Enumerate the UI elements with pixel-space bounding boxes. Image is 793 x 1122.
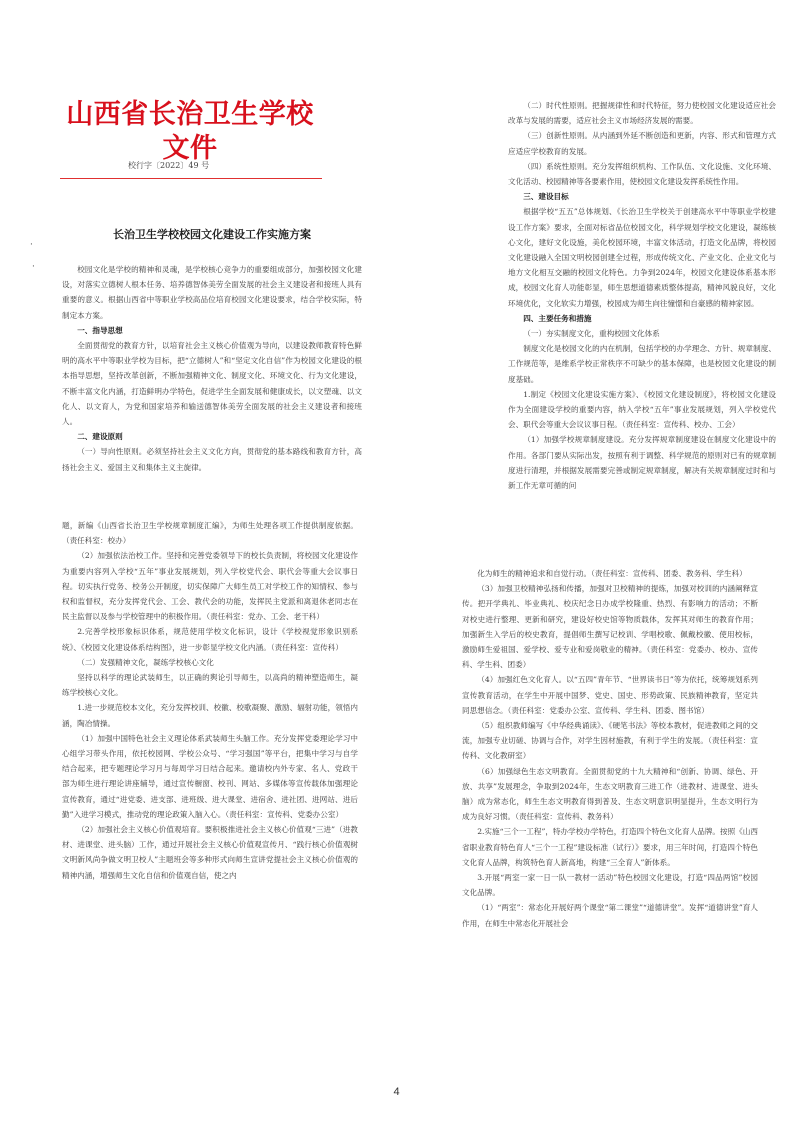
paragraph: （一）夯实制度文化，重构校园文化体系 <box>523 329 660 339</box>
document-title: 长治卫生学校校园文化建设工作实施方案 <box>113 228 311 241</box>
paragraph: （1）加强中国特色社会主义理论体系武装师生头脑工作。充分发挥党委理论学习中心组学习带头作用，依托校园网、学校公众号、“学习强国”等平台，把集中学习与自学结合起来，把专题理论学习月与每周学习日结合起来。邀请校内外专家、名人、党政干部为师生进行理论讲座辅导，通过宣传橱窗、校刊、网站、多媒体等宣传载体加强理论宣传教育，通过“进党委、进支部、进班级、进大课堂、进宿舍、进社团、进网站、进后勤”入进学习模式，推动党的理论政策入脑入心。（责任科室：宣传科、党委办公室） <box>62 733 358 819</box>
paragraph: （三）创新性原则。从内涵到外延不断创造和更新，内容、形式和管理方式应适应学校教育的发展。 <box>508 131 776 156</box>
text-column-bottom-right <box>462 566 758 931</box>
paragraph: （二）时代性原则。把握规律性和时代特征，努力使校园文化建设适应社会改革与发展的需要，适应社会主义市场经济发展的需要。 <box>508 101 776 126</box>
text-column-bottom-left <box>62 518 358 883</box>
paragraph: 校园文化是学校的精神和灵魂，是学校核心竞争力的重要组成部分，加强校园文化建设，对落实立德树人根本任务、培养德智体美劳全面发展的社会主义建设者和接班人具有重要的意义。根据山西省中等职业学校高品位培育校园文化建设要求，结合学校实际，特制定本方案。 <box>62 265 362 320</box>
paragraph: 1.进一步规范校本文化，充分发挥校训、校徽、校歌凝聚、激励、辐射功能，领悟内涵，陶冶情操。 <box>62 703 358 728</box>
text-column-top-left <box>62 262 362 475</box>
paragraph: （5）组织教师编写《中华经典诵读》、《硬笔书法》等校本教材，促进教师之间的交流，加强专业切磋、协调与合作，对学生因材施教，有利于学生的发展。（责任科室：宣传科、文化教研室） <box>462 721 758 761</box>
scan-mark: · <box>30 240 33 250</box>
text-column-top-right <box>508 98 776 493</box>
section-heading: 四、主要任务和措施 <box>523 313 592 323</box>
page-number: 4 <box>393 1086 400 1098</box>
paragraph: 化为师生的精神追求和自觉行动。（责任科室：宣传科、团委、教务科、学生科） <box>477 569 747 578</box>
paragraph: （1）加强学校规章制度建设。充分发挥规章制度建设在制度文化建设中的作用。各部门要从实际出发，按照有利于调整、科学规范的原则对已有的规章制度进行清理，并根据发展需要完善或制定规章制度，解决有关规章制度过时和与新工作无章可循的问 <box>508 435 776 491</box>
paragraph: 2.完善学校形象标识体系，规范使用学校文化标识，设计《学校视觉形象识别系统》、《校园文化建设体系结构图》，进一步彰显学校文化内涵。（责任科室：宣传科） <box>62 627 358 652</box>
paragraph: 3.开展“两室一家一日一队一教材一活动”特色校园文化建设，打造“四品两馆”校园文化品牌。 <box>462 873 758 898</box>
paragraph: 全面贯彻党的教育方针，以培育社会主义核心价值观为导向，以建设教师教育特色鲜明的高水平中等职业学校为目标，把“立德树人”和“坚定文化自信”作为校园文化建设的根本指导思想，坚持改革创新，不断加强精神文化、制度文化、环境文化、行为文化建设，不断丰富文化内涵，打造鲜明办学特色，促进学生全面发展和健康成长，以文塑魂、以文化人、以文育人，为党和国家培养和输送德智体美劳全面发展的社会主义建设者和接班人。 <box>62 341 362 427</box>
scan-mark: · <box>32 262 35 272</box>
paragraph: （4）加强红色文化育人。以“五四”青年节、“世界读书日”等为依托，统筹规划系列宣传教育活动，在学生中开展中国梦、党史、国史、形势政策、民族精神教育，坚定共同思想信念。（责任科室：党委办公室、宣传科、学生科、团委、图书馆） <box>462 675 758 715</box>
paragraph: （一）导向性原则。必须坚持社会主义文化方向，贯彻党的基本路线和教育方针，高扬社会主义、爱国主义和集体主义主旋律。 <box>62 447 362 472</box>
document-number: 校行字〔2022〕49 号 <box>128 161 210 170</box>
paragraph: 根据学校“五五”总体规划、《长治卫生学校关于创建高水平中等职业学校建设工作方案》要求，全面对标省品位校园文化，科学规划学校文化建设，凝练核心文化，建好文化设施，美化校园环境，丰富文体活动，打造文化品牌，将校园文化建设融入全国文明校园创建全过程，形成传统文化、产业文化、企业文化与地方文化相互交融的校园文化特色。力争到2024年，校园文化建设体系基本形成，校园文化育人功能彰显，师生思想道德素质整体提高，精神风貌良好，文化环境优化，文化软实力增强，校园成为师生向往憧憬和自豪感的精神家园。 <box>508 207 776 308</box>
paragraph: 1.制定《校园文化建设实施方案》、《校园文化建设制度》，将校园文化建设作为全面建设学校的重要内容，纳入学校“五年”事业发展规划，列入学校党代会、职代会等重大会议议事日程。（责任科室：宣传科、校办、工会） <box>508 389 776 430</box>
red-divider-line <box>60 178 322 179</box>
paragraph: 坚持以科学的理论武装师生，以正确的舆论引导师生，以高尚的精神塑造师生，凝练学校核心文化。 <box>62 673 358 698</box>
paragraph: （二）发强精神文化，凝练学校核心文化 <box>77 657 214 667</box>
section-heading: 二、建设原则 <box>77 432 123 442</box>
paragraph: （3）加强卫校精神弘扬和传播，加强对卫校精神的提炼，加强对校训的内涵阐释宣传。把开学典礼、毕业典礼、校庆纪念日办成学校隆重、热烈、有影响力的活动；不断对校史进行整理、更新和研究，建设好校史馆等物质载体，发挥其对师生的教育作用；加强新生入学后的校史教育，提倡师生撰写记校训、学唱校歌、佩戴校徽、使用校标，激励师生爱祖国、爱学校、爱专业和爱岗敬业的精神。（责任科室：党委办、校办、宣传科、学生科、团委） <box>462 584 758 670</box>
paragraph: （6）加强绿色生态文明教育。全面贯彻党的十九大精神和“创新、协调、绿色、开放、共享”发展理念，争取到2024年，生态文明教育三进工作（进教材、进课堂、进头脑）成为常态化，师生生态文明教育得到普及、生态文明意识明显提升，生态文明行为成为良好习惯。（责任科室：宣传科、教务科） <box>462 766 758 822</box>
document-org-title: 山西省长治卫生学校文件 <box>66 99 314 164</box>
paragraph: （1）“两室”：常态化开展好两个课堂“第二课堂”“道德讲堂”。发挥“道德讲堂”育人作用，在师生中常态化开展社会 <box>462 903 758 928</box>
paragraph: （2）加强依法治校工作。坚持和完善党委领导下的校长负责制，将校园文化建设作为重要内容列入学校“五年”事业发展规划，列入学校党代会、职代会等重大会议事日程。切实执行党务、校务公开制度，切实保障广大师生员工对学校工作的知情权、参与权和监督权，充分发挥党代会、工会、教代会的功能，发挥民主党派和离退休老同志在民主监督以及参与学校管理中的积极作用。（责任科室：党办、工会、老干科） <box>62 551 358 622</box>
section-heading: 一、指导思想 <box>77 325 123 335</box>
paragraph: （四）系统性原则。充分发挥组织机构、工作队伍、文化设施、文化环境、文化活动、校园精神等各要素作用，使校园文化建设发挥系统性作用。 <box>508 161 776 187</box>
paragraph: （2）加强社会主义核心价值观培育。要积极推进社会主义核心价值观“三进”（进教材、进课堂、进头脑）工作，通过开展社会主义核心价值观宣传月、“践行核心价值观树文明新风尚争做文明卫校人”主题班会等多种形式向师生宣讲党提社会主义核心价值观的精神内涵，增强师生文化自信和价值观自信，使之内 <box>62 825 358 880</box>
section-heading: 三、建设目标 <box>523 192 569 202</box>
paragraph: 2.实施“三个一工程”，特办学校办学特色，打造四个特色文化育人品牌。按照《山西省职业教育特色育人“三个一工程”建设标准（试行）》要求，用三年时间，打造四个特色文化育人品牌，构筑特色育人新高地，构建“三全育人”新体系。 <box>462 827 758 867</box>
paragraph: 题，新编《山西省长治卫生学校规章制度汇编》，为师生处理各项工作提供制度依据。（责任科室：校办） <box>62 521 358 546</box>
paragraph: 制度文化是校园文化的内在机制，包括学校的办学理念、方针、规章制度、工作规范等，是维系学校正常秩序不可缺少的基本保障，也是校园文化建设的制度基础。 <box>508 344 776 384</box>
